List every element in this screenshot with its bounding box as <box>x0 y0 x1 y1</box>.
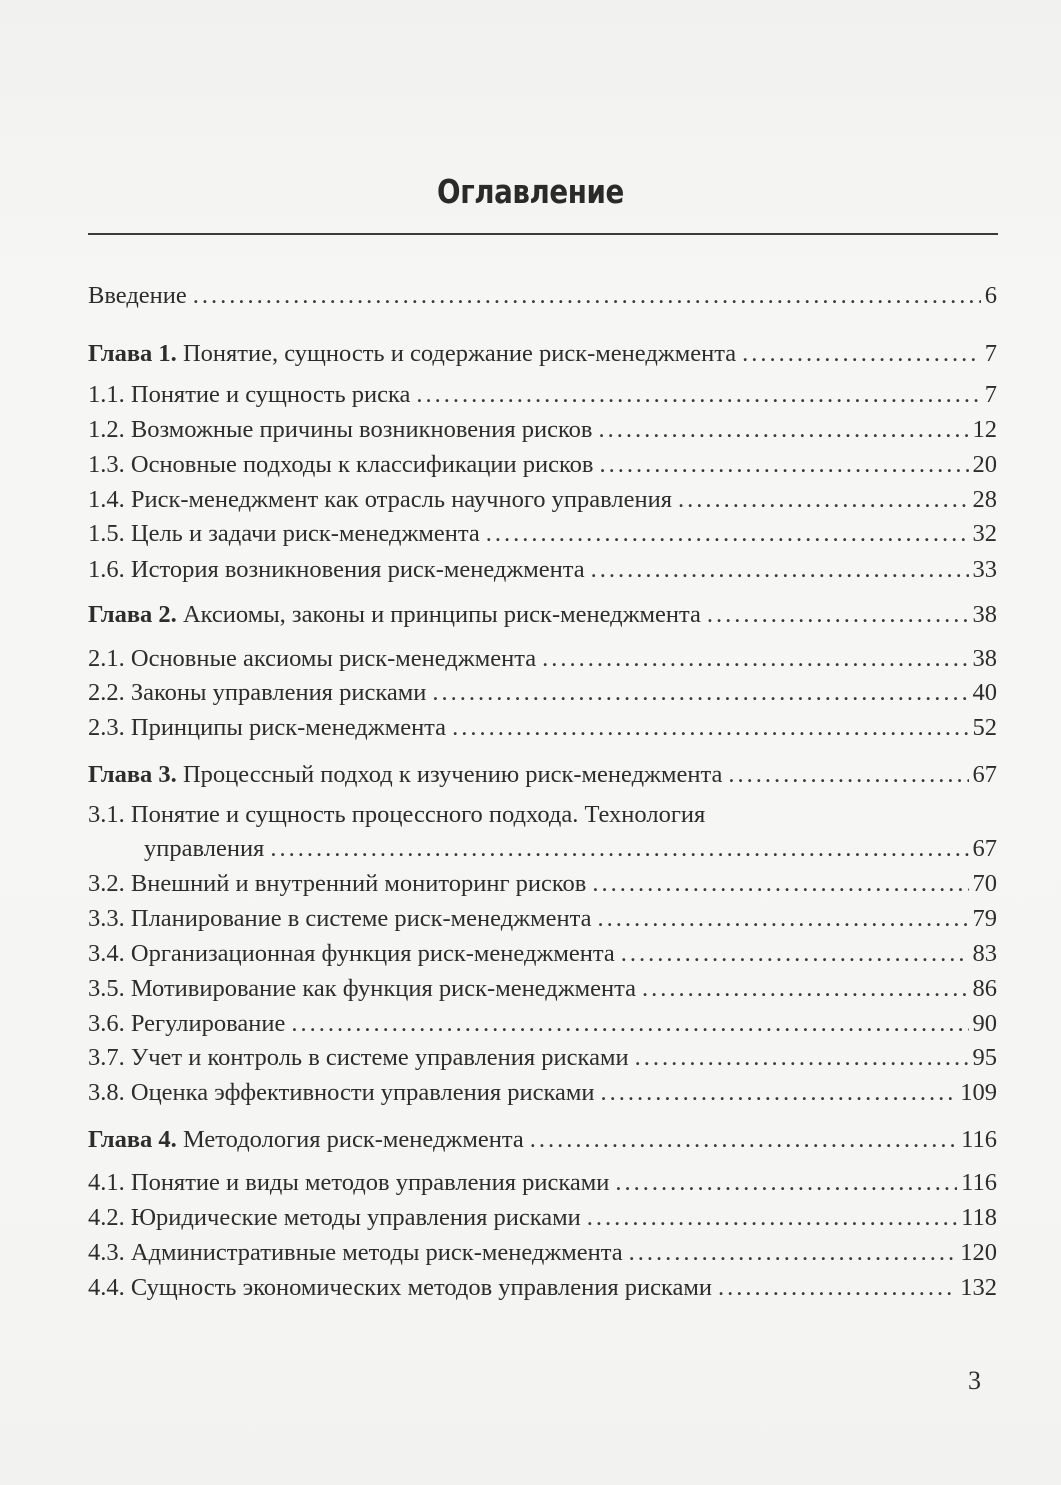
toc-entry-section-3-4 <box>88 939 997 969</box>
toc-page-number: 12 <box>972 416 997 443</box>
toc-entry-text: Возможные причины возникновения рисков <box>130 416 593 443</box>
section-label: 1.3. <box>88 451 125 478</box>
toc-entry-section-4-1 <box>88 1168 997 1198</box>
toc-entry-section-4-3 <box>88 1238 997 1268</box>
toc-page-number: 33 <box>972 556 997 583</box>
toc-entry-text: Организационная функция риск-менеджмента <box>130 940 615 967</box>
toc-leader <box>621 939 969 969</box>
section-label: 1.5. <box>88 520 125 547</box>
toc-entry-text: Планирование в системе риск-менеджмента <box>130 905 592 932</box>
toc-leader <box>599 415 969 445</box>
toc-leader <box>486 519 969 549</box>
toc-leader <box>291 1009 968 1039</box>
toc-leader <box>599 450 968 480</box>
toc-page-number: 86 <box>972 975 997 1002</box>
toc-entry-section-3-6 <box>88 1009 997 1039</box>
section-label: 3.7. <box>88 1044 125 1071</box>
toc-page-number: 40 <box>972 679 997 706</box>
toc-leader <box>718 1273 956 1303</box>
section-label: 3.1. <box>88 801 125 828</box>
toc-leader <box>601 1078 957 1108</box>
toc-entry-text: Понятие и виды методов управления рисками <box>130 1169 610 1196</box>
toc-leader <box>542 644 968 674</box>
section-label: 4.3. <box>88 1239 125 1266</box>
toc-page-number: 38 <box>972 601 997 628</box>
toc-entry-text-continued: управления <box>144 835 265 862</box>
toc-leader <box>587 1203 957 1233</box>
section-label: 3.3. <box>88 905 125 932</box>
section-label: 4.2. <box>88 1204 125 1231</box>
toc-leader <box>728 760 968 790</box>
toc-leader <box>642 974 969 1004</box>
toc-entry-section-2-2 <box>88 678 997 708</box>
toc-entry-text: Цель и задачи риск-менеджмента <box>130 520 480 547</box>
toc-leader <box>707 600 969 630</box>
toc-page-number: 90 <box>972 1010 997 1037</box>
toc-leader <box>678 485 968 515</box>
section-label: 3.4. <box>88 940 125 967</box>
section-label: 4.1. <box>88 1169 125 1196</box>
section-label: 2.3. <box>88 714 125 741</box>
section-label: 3.6. <box>88 1010 125 1037</box>
toc-entry-text: Законы управления рисками <box>130 679 427 706</box>
section-label: 1.1. <box>88 381 125 408</box>
toc-entry-section-4-4 <box>88 1273 997 1303</box>
toc-entry-text: Принципы риск-менеджмента <box>130 714 447 741</box>
toc-leader <box>615 1168 957 1198</box>
toc-entry-section-1-2 <box>88 415 997 445</box>
toc-page-number: 38 <box>972 645 997 672</box>
toc-leader <box>597 904 968 934</box>
toc-entry-section-2-1 <box>88 644 997 674</box>
chapter-label: Глава 4. <box>88 1126 177 1153</box>
toc-leader <box>629 1238 957 1268</box>
toc-entry-text: Методология риск-менеджмента <box>182 1126 524 1153</box>
section-label: 1.6. <box>88 556 125 583</box>
toc-page-number: 7 <box>984 340 997 367</box>
toc-page-number: 7 <box>984 381 997 408</box>
toc-entry-text: Основные подходы к классификации рисков <box>130 451 594 478</box>
toc-entry-text: Мотивирование как функция риск-менеджмента <box>130 975 636 1002</box>
toc-entry-text: Оценка эффективности управления рисками <box>130 1079 595 1106</box>
toc-page-number: 67 <box>972 761 997 788</box>
toc-leader <box>591 555 969 585</box>
toc-entry-section-2-3 <box>88 713 997 743</box>
toc-page-number: 32 <box>972 520 997 547</box>
toc-page-number: 118 <box>961 1204 997 1231</box>
toc-page-number: 95 <box>972 1044 997 1071</box>
toc-page-number: 6 <box>984 282 997 309</box>
toc-entry-text: Административные методы риск-менеджмента <box>130 1239 623 1266</box>
toc-entry-chapter-3 <box>88 760 997 790</box>
toc-entry-text: Процессный подход к изучению риск-менеджмента <box>182 761 723 788</box>
toc-page-number: 120 <box>960 1239 997 1266</box>
section-label: 4.4. <box>88 1274 125 1301</box>
toc-entry-introduction <box>88 281 997 311</box>
toc-entry-section-3-5 <box>88 974 997 1004</box>
toc-leader <box>530 1125 957 1155</box>
toc-entry-section-3-2 <box>88 869 997 899</box>
toc-leader <box>416 380 980 410</box>
chapter-label: Глава 3. <box>88 761 177 788</box>
toc-page-number: 83 <box>972 940 997 967</box>
section-label: 3.8. <box>88 1079 125 1106</box>
toc-entry-text: Внешний и внутренний мониторинг рисков <box>130 870 587 897</box>
toc-entry-section-4-2 <box>88 1203 997 1233</box>
section-label: 1.4. <box>88 486 125 513</box>
section-label: 2.1. <box>88 645 125 672</box>
toc-leader <box>635 1043 969 1073</box>
toc-entry-text: Учет и контроль в системе управления рисками <box>130 1044 629 1071</box>
toc-page-number: 70 <box>972 870 997 897</box>
section-label: 2.2. <box>88 679 125 706</box>
toc-page-number: 28 <box>972 486 997 513</box>
section-label: 3.2. <box>88 870 125 897</box>
toc-entry-chapter-2 <box>88 600 997 630</box>
toc-entry-text: История возникновения риск-менеджмента <box>130 556 585 583</box>
toc-entry-section-3-7 <box>88 1043 997 1073</box>
toc-entry-section-3-1 <box>88 800 997 864</box>
chapter-label: Глава 2. <box>88 601 177 628</box>
toc-entry-section-1-5 <box>88 519 997 549</box>
toc-entry-section-3-8 <box>88 1078 997 1108</box>
toc-page-number: 116 <box>961 1126 997 1153</box>
toc-entry-text: Понятие и сущность процессного подхода. Технология <box>130 801 706 828</box>
toc-entry-section-1-6 <box>88 555 997 585</box>
toc-page-number: 79 <box>972 905 997 932</box>
toc-entry-text: Юридические методы управления рисками <box>130 1204 581 1231</box>
toc-entry-text: Основные аксиомы риск-менеджмента <box>130 645 537 672</box>
toc-leader <box>270 834 968 864</box>
toc-page-number: 20 <box>972 451 997 478</box>
toc-entry-text: Сущность экономических методов управления рисками <box>130 1274 712 1301</box>
toc-entry-section-3-3 <box>88 904 997 934</box>
toc-entry-section-1-4 <box>88 485 997 515</box>
page-number: 3 <box>968 1366 981 1395</box>
toc-entry-chapter-1 <box>88 339 997 369</box>
section-label: 3.5. <box>88 975 125 1002</box>
toc-page-number: 116 <box>961 1169 997 1196</box>
toc-entry-text: Аксиомы, законы и принципы риск-менеджмента <box>182 601 701 628</box>
title-rule <box>88 233 998 235</box>
section-label: 1.2. <box>88 416 125 443</box>
toc-entry-section-1-1 <box>88 380 997 410</box>
toc-entry-text: Понятие, сущность и содержание риск-менеджмента <box>182 340 737 367</box>
toc-entry-section-1-3 <box>88 450 997 480</box>
toc-page-number: 67 <box>972 835 997 862</box>
toc-leader <box>592 869 968 899</box>
toc-leader <box>432 678 968 708</box>
toc-page-number: 109 <box>960 1079 997 1106</box>
toc-page-number: 132 <box>960 1274 997 1301</box>
toc-page-number: 52 <box>972 714 997 741</box>
toc-entry-chapter-4 <box>88 1125 997 1155</box>
toc-entry-text: Введение <box>88 282 187 309</box>
chapter-label: Глава 1. <box>88 340 177 367</box>
toc-leader <box>452 713 968 743</box>
toc-entry-text: Регулирование <box>130 1010 286 1037</box>
toc-leader <box>193 281 981 311</box>
toc-leader <box>742 339 981 369</box>
toc-entry-text: Риск-менеджмент как отрасль научного управления <box>130 486 673 513</box>
toc-entry-text: Понятие и сущность риска <box>130 381 411 408</box>
page-title: Оглавление <box>437 172 624 211</box>
